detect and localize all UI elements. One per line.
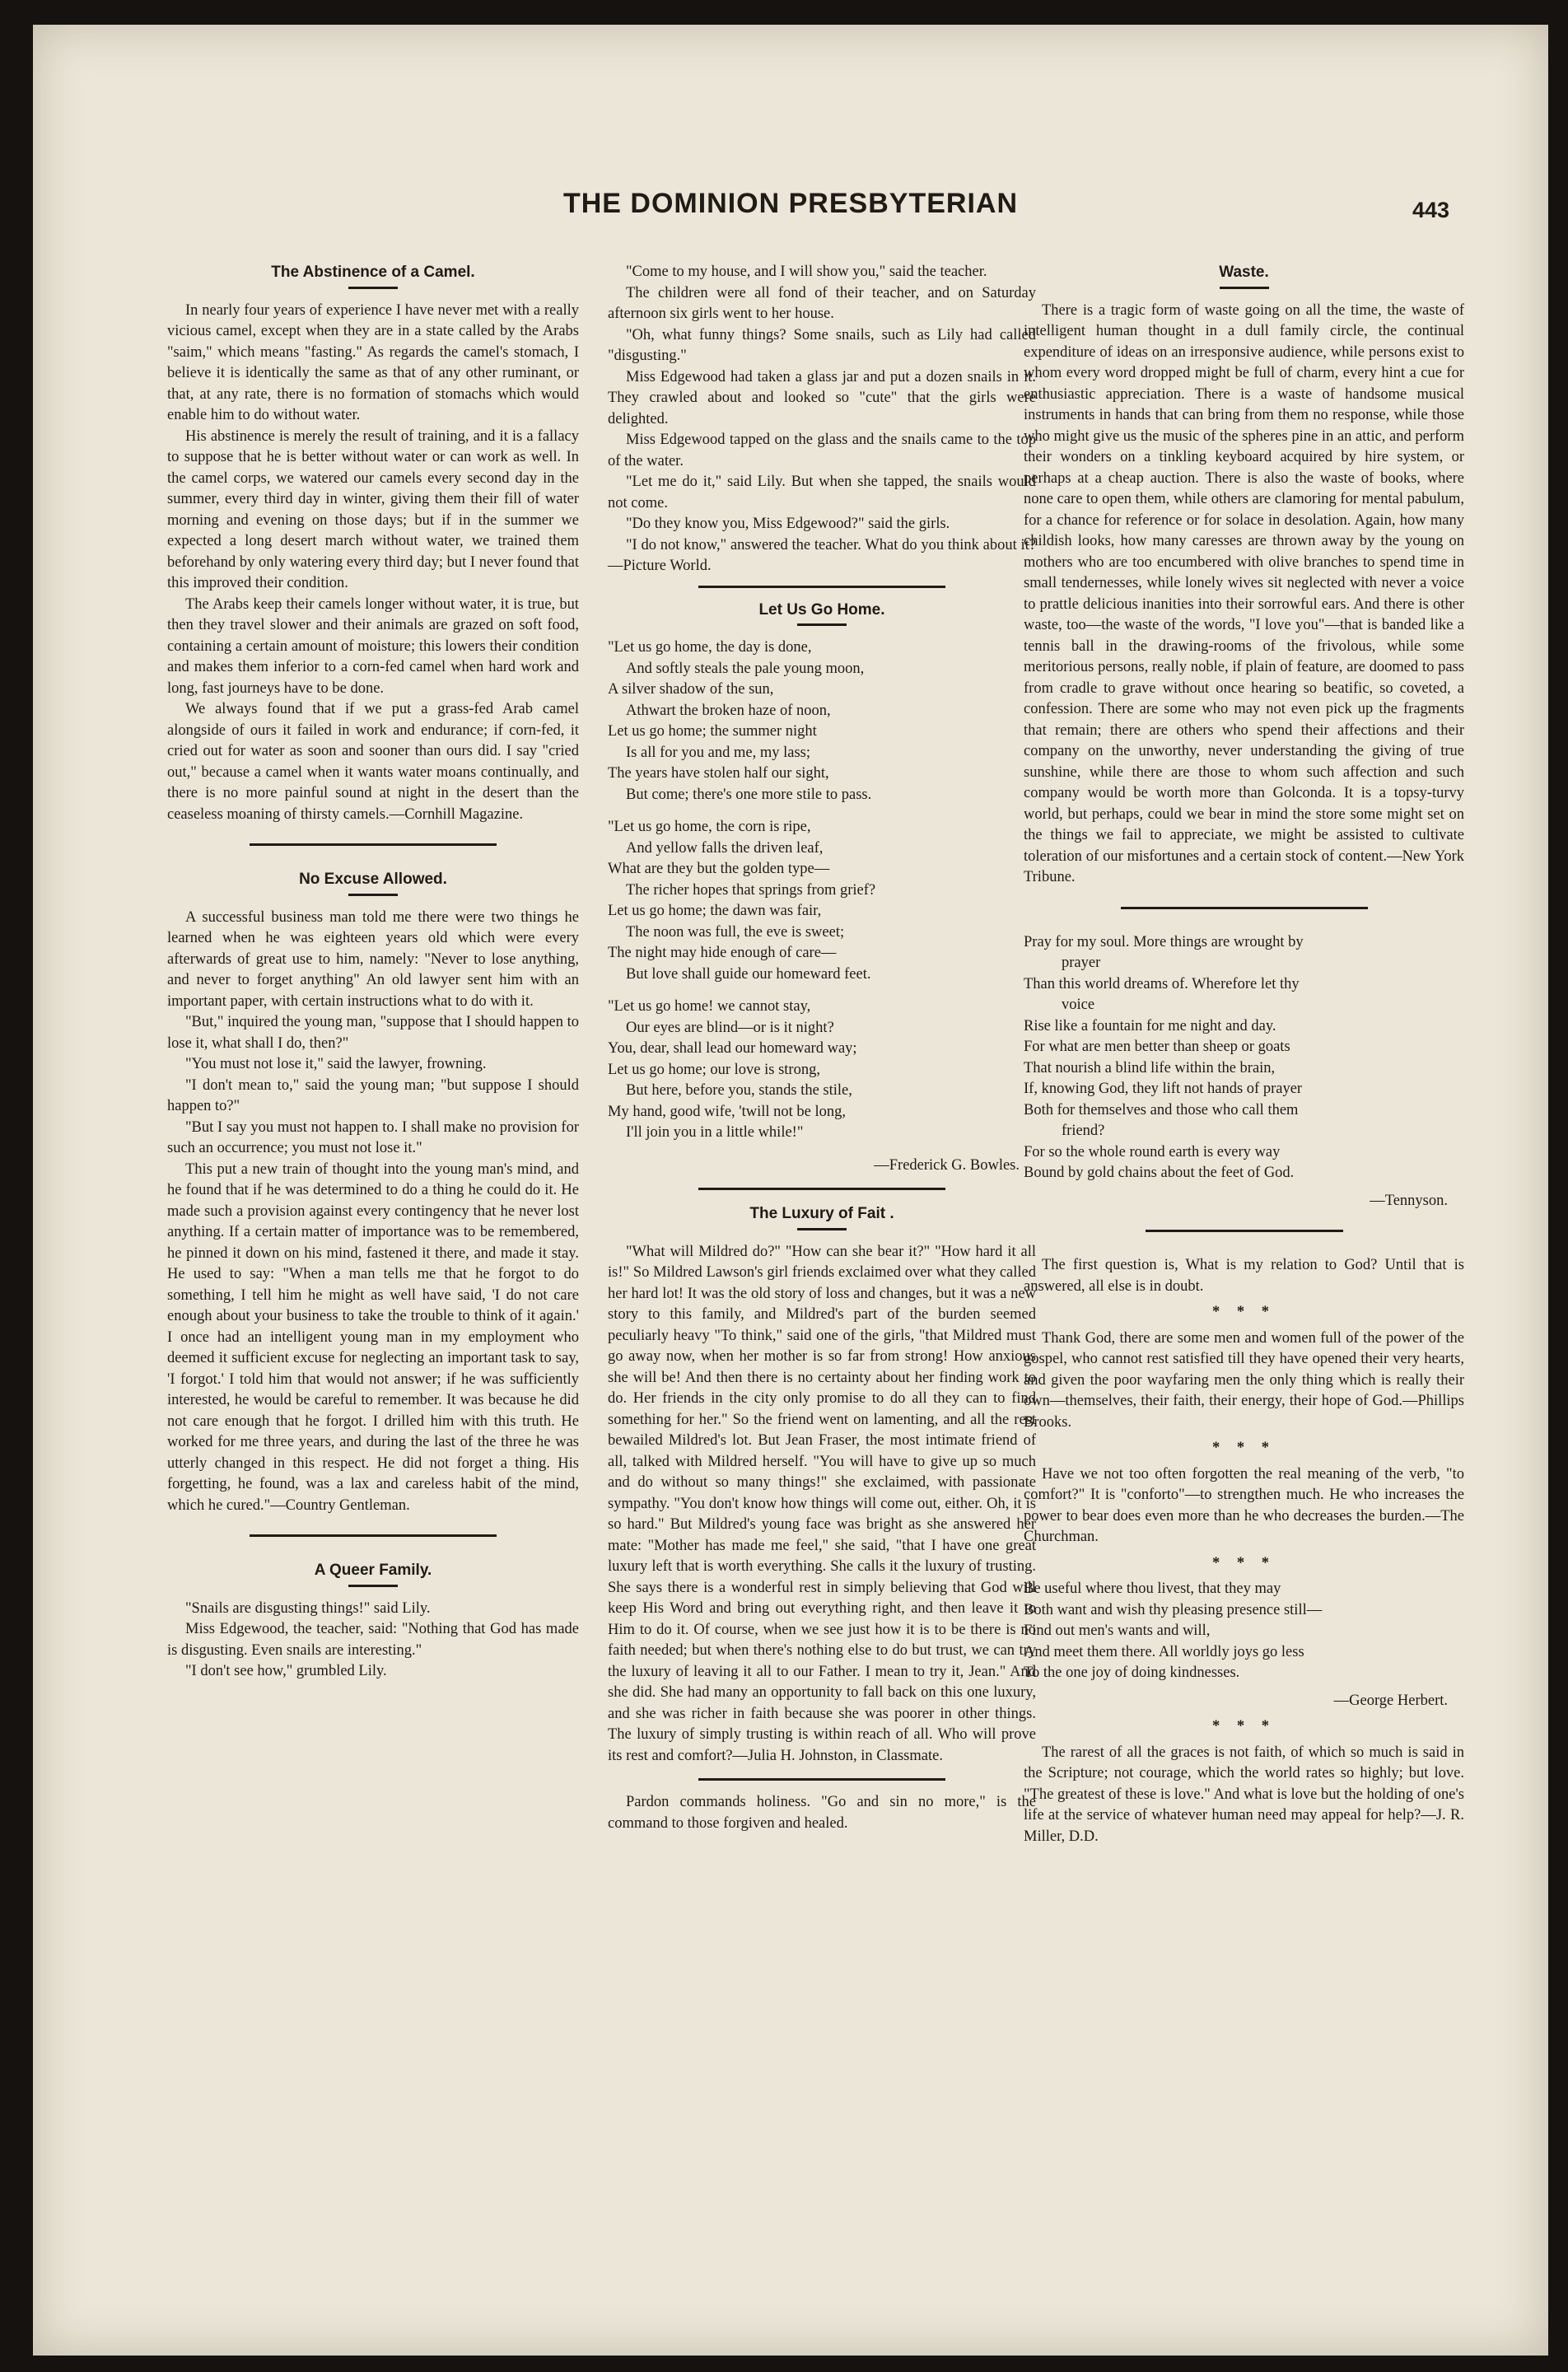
poem-line: Than this world dreams of. Wherefore let thy <box>1024 975 1300 992</box>
poem-line: Find out men's wants and will, <box>1024 1623 1211 1639</box>
article-paragraph: "I don't see how," grumbled Lily. <box>185 1663 387 1679</box>
article-paragraph: "I don't mean to," said the young man; "but suppose I should happen to?" <box>167 1076 579 1114</box>
stars-divider: * * * <box>1212 1440 1276 1456</box>
section-divider <box>1146 1230 1343 1232</box>
page-number: 443 <box>1412 198 1449 222</box>
poem-line: Our eyes are blind—or is it night? <box>626 1019 834 1036</box>
poem-line: For what are men better than sheep or goats <box>1024 1039 1290 1055</box>
poem-line: Both for themselves and those who call them <box>1024 1101 1299 1118</box>
poem-line: My hand, good wife, 'twill not be long, <box>608 1103 847 1120</box>
stars-divider: * * * <box>1212 1304 1276 1320</box>
article-paragraph: Miss Edgewood, the teacher, said: "Nothing that God has made is disgusting. Even snails are interesting." <box>167 1621 579 1659</box>
article-paragraph: A successful business man told me there were two things he learned when he was eighteen years old which were every afterwards of great use to him, namely: "Never to lose anything, and never to forget anything" An old lawyer sent him with an important paper, with certain instructions what to do with it. <box>167 908 579 1010</box>
article-paragraph: His abstinence is merely the result of training, and it is a fallacy to suppose that he is better without water or can work as well. In the camel corps, we watered our camels every second day in the summer, every third day in winter, giving them their fill of water morning and evening on those days; but if in the summer we expected a long desert march without water, we trained them beforehand by only watering every third day; but I never found that this improved their condition. <box>167 427 579 591</box>
article-paragraph: The rarest of all the graces is not faith, of which so much is said in the Scripture; not courage, which the world rates so highly; but love. "The greatest of these is love." And what is love but the holding of one's life at the service of whatever human need may appeal for help?—J. R. Miller, D.D. <box>1024 1744 1464 1845</box>
section-divider <box>698 586 945 588</box>
poem-author: —Frederick G. Bowles. <box>874 1156 1020 1174</box>
poem-line: "Let us go home! we cannot stay, <box>608 998 811 1015</box>
poem-line: A silver shadow of the sun, <box>608 681 774 698</box>
poem-line: Is all for you and me, my lass; <box>626 744 811 761</box>
article-paragraph: This put a new train of thought into the young man's mind, and he found that if he was determined to do a thing he could do it. He made such a provision against every contingency that he never lost anything. If a certain matter of importance was to be remembered, he pinned it down on his mind, fastened it there, and made it stay. He used to say: "When a man tells me that he forgot to do something, I tell him he might as well have said, 'I do not care enough about your business to take the trouble to think of it again.' I once had an intelligent young man in my employment who deemed it sufficient excuse for neglecting an important task to say, 'I forgot.' I told him that would not answer; if he was sufficiently interested, he would be careful to remember. It was because he did not care enough that he forgot. I drilled him with this truth. He worked for me three years, and during the last of the three he was utterly changed in this respect. He did not forget a thing. His forgetting, he found, was a lax and careless habit of the mind, which he cured."—Country Gentleman. <box>167 1160 579 1514</box>
article-paragraph: The Arabs keep their camels longer without water, it is true, but then they travel slower and their animals are grazed on soft food, containing a certain amount of moisture; this lowers their condition and makes them inferior to a corn-fed camel when hard work and long, fast journeys have to be done. <box>167 595 579 697</box>
poem-line: Athwart the broken haze of noon, <box>626 702 831 719</box>
article-paragraph: "But," inquired the young man, "suppose that I should happen to lose it, what shall I do, then?" <box>167 1014 579 1052</box>
poem-line: And softly steals the pale young moon, <box>626 660 865 677</box>
section-divider <box>1121 907 1368 909</box>
article-paragraph: Pardon commands holiness. "Go and sin no more," is the command to those forgiven and healed. <box>608 1794 1036 1832</box>
poem-line: Rise like a fountain for me night and day. <box>1024 1017 1276 1034</box>
poem-line: If, knowing God, they lift not hands of prayer <box>1024 1081 1303 1097</box>
poem-stanza <box>608 637 1036 805</box>
article-title-excuse: No Excuse Allowed. <box>167 869 579 896</box>
poem-author: —George Herbert. <box>1333 1692 1448 1709</box>
article-paragraph: In nearly four years of experience I have never met with a really vicious camel, except when they are in a state called by the Arabs "saim," which means "fasting." As regards the camel's stomach, I believe it is identically the same as that of any other ruminant, or that, at any rate, there is no formation of stomachs which would enable him to do without water. <box>167 301 579 423</box>
poem-line: But come; there's one more stile to pass. <box>626 786 872 803</box>
article-title-camel: The Abstinence of a Camel. <box>167 262 579 289</box>
poem-line: "Let us go home, the corn is ripe, <box>608 819 811 835</box>
poem-line: prayer <box>1062 955 1101 971</box>
poem-line: But love shall guide our homeward feet. <box>626 965 871 983</box>
article-title-waste: Waste. <box>1024 262 1464 289</box>
article-paragraph: "What will Mildred do?" "How can she bear it?" "How hard it all is!" So Mildred Lawson's girl friends exclaimed over what they called her hard lot! It was the old story of loss and changes, but it was a new story to this family, and Mildred's part of the burden seemed peculiarly heavy "To think," said one of the girls, "that Mildred must go away now, when her mother is so far from strong! How anxious she will be! And then there is no certainty about her finding work to do. Her friends in the city only promise to do all they can to find something for her." So the friend went on lamenting, and all the rest bewailed Mildred's lot. But Jean Fraser, the most intimate friend of all, talked with Mildred herself. "You will have to give up so much and do without so many things!" she exclaimed, with passionate sympathy. "You don't know how things will come out, either. Oh, it is so hard." But Mildred's young face was bright as she answered her mate: "Mother has made me feel," she said, "that I have one great luxury left that is worth everything. She calls it the luxury of trusting. She says there is a wonderful rest in simply believing that God will keep His Word and bring out everything right, and then leave it to Him to do it. Of course, when we see just how it is to be there is no faith needed; but when there's nothing else to do but trust, we can try the luxury of leaving it all to our Father. I mean to try it, Jean." And she did. She had many an opportunity to fall back on this one luxury, and she was richer in faith because she was poorer in other things. The luxury of simply trusting is within reach of all. Who will prove its rest and comfort?—Julia H. Johnston, in Classmate. <box>608 1243 1036 1764</box>
poem-line: friend? <box>1062 1123 1105 1139</box>
section-divider <box>250 843 497 846</box>
article-paragraph: Have we not too often forgotten the real meaning of the verb, "to comfort?" It is "conforto"—to strengthen much. He who increases the power to bear does even more than he who decreases the burden.—The Churchman. <box>1024 1465 1464 1545</box>
poem-herbert <box>1024 1579 1464 1711</box>
article-paragraph: "But I say you must not happen to. I shall make no provision for such an occurrence; you must not lose it." <box>167 1118 579 1156</box>
article-paragraph: Thank God, there are some men and women full of the power of the gospel, who cannot rest satisfied till they have opened their very hearts, and given the poor wayfaring men the only thing which is really their own—themselves, their faith, their energy, their hope of God.—Phillips Brooks. <box>1024 1329 1464 1431</box>
article-paragraph: We always found that if we put a grass-fed Arab camel alongside of ours it failed in work and endurance; if corn-fed, it cried out for water as soon and sooner than ours did. I say "cried out," because a camel when it wants water moans continually, and there is no more painful sound at night in the desert than the ceaseless moaning of thirsty camels.—Cornhill Magazine. <box>167 701 579 823</box>
article-title-queer-family: A Queer Family. <box>167 1560 579 1587</box>
article-paragraph: Miss Edgewood tapped on the glass and the snails came to the top of the water. <box>608 432 1036 469</box>
column-1 <box>167 262 579 1683</box>
poem-line: And meet them there. All worldly joys go less <box>1024 1643 1304 1660</box>
section-divider <box>698 1778 945 1781</box>
article-paragraph: "Do they know you, Miss Edgewood?" said the girls. <box>626 516 950 532</box>
article-paragraph: "Oh, what funny things? Some snails, such as Lily had called "disgusting." <box>608 326 1036 364</box>
poem-line: Bound by gold chains about the feet of God. <box>1024 1165 1295 1181</box>
poem-author: —Tennyson. <box>1370 1192 1448 1209</box>
poem-line: The noon was full, the eve is sweet; <box>626 923 845 941</box>
article-paragraph: The first question is, What is my relation to God? Until that is answered, all else is in doubt. <box>1024 1257 1464 1295</box>
poem-line: For so the whole round earth is every way <box>1024 1143 1281 1160</box>
poem-line: The richer hopes that springs from grief? <box>626 881 876 899</box>
poem-line: And yellow falls the driven leaf, <box>626 839 824 857</box>
poem-line: "Let us go home, the day is done, <box>608 639 812 656</box>
poem-line: I'll join you in a little while!" <box>626 1124 804 1141</box>
poem-tennyson <box>1024 932 1464 1212</box>
poem-line: To the one joy of doing kindnesses. <box>1024 1665 1240 1681</box>
newspaper-page <box>33 25 1548 2356</box>
poem-line: Both want and wish thy pleasing presence still— <box>1024 1601 1323 1618</box>
stars-divider: * * * <box>1212 1718 1276 1735</box>
poem-stanza <box>608 817 1036 985</box>
poem-line: Let us go home; the summer night <box>608 723 817 740</box>
poem-line: voice <box>1062 997 1095 1013</box>
poem-line: Pray for my soul. More things are wrought by <box>1024 933 1304 950</box>
poem-line: The years have stolen half our sight, <box>608 765 829 782</box>
article-paragraph: "Come to my house, and I will show you," said the teacher. <box>626 264 987 280</box>
page-header-title: THE DOMINION PRESBYTERIAN <box>562 188 1019 219</box>
poem-line: Be useful where thou livest, that they may <box>1024 1581 1281 1597</box>
stars-divider: * * * <box>1212 1554 1276 1571</box>
article-paragraph: "Snails are disgusting things!" said Lily. <box>185 1599 431 1617</box>
article-paragraph: "You must not lose it," said the lawyer, frowning. <box>185 1056 487 1072</box>
poem-title-let-us-go-home: Let Us Go Home. <box>608 600 1036 627</box>
poem-line: But here, before you, stands the stile, <box>626 1082 852 1099</box>
column-2 <box>608 262 1036 1834</box>
poem-line: That nourish a blind life within the brain, <box>1024 1059 1276 1076</box>
poem-line: Let us go home; our love is strong, <box>608 1061 820 1078</box>
poem-let-us-go-home <box>608 637 1036 1176</box>
column-3 <box>1024 262 1464 1847</box>
poem-line: The night may hide enough of care— <box>608 945 837 961</box>
article-paragraph: There is a tragic form of waste going on all the time, the waste of intelligent human thought in a dull family circle, the continual expenditure of ideas on an irresponsive audience, while persons exist to whom every word dropped might be full of charm, every hint a cue for enthusiastic appreciation. There is a waste of handsome musical instruments in hands that can bring from them no response, while those who might give us the music of the spheres pine in an attic, and perform their wonders on a tinkling keyboard acquired by hire system, or perhaps at a cheap auction. There is also the waste of books, where none care to open them, while others are clamoring for mental pabulum, for a chance for reference or for solace in desolation. Again, how many childish looks, how many caresses are thrown away by the young on mothers who are too encumbered with olive branches to spend time in small tendernesses, while lonely wives sit neglected with never a voice to prattle delicious inanities into their sorrowful ears. And there is other waste, too—the waste of the words, "I love you"—that is banded like a tennis ball in the drawing-rooms of the frivolous, while some meritorious persons, really noble, if plain of feature, are doomed to pass from cradle to grave without once hearing so beatific, so coveted, a confession. There are some who may not even pick up the fragments that remain; there are others who spend their affections and their company on the unworthy, never understanding the giving of true sunshine, while there are those to whom such affection and such company would be worth more than Golconda. It is a topsy-turvy world, but perhaps, could we bear in mind the store some might set on the things we fail to appreciate, we might be assisted to cultivate toleration of our misfortunes and a certain stock of content.—New York Tribune. <box>1024 301 1464 885</box>
article-title-luxury-of-faith: The Luxury of Fait . <box>608 1203 1036 1230</box>
article-paragraph: "Let me do it," said Lily. But when she tapped, the snails would not come. <box>608 474 1036 511</box>
section-divider <box>698 1188 945 1190</box>
article-paragraph: The children were all fond of their teacher, and on Saturday afternoon six girls went to her house. <box>608 284 1036 322</box>
section-divider <box>250 1534 497 1537</box>
poem-line: What are they but the golden type— <box>608 861 830 877</box>
poem-line: Let us go home; the dawn was fair, <box>608 903 822 919</box>
poem-line: You, dear, shall lead our homeward way; <box>608 1040 857 1057</box>
article-paragraph: "I do not know," answered the teacher. What do you think about it?—Picture World. <box>608 536 1036 574</box>
poem-stanza <box>608 997 1036 1144</box>
article-paragraph: Miss Edgewood had taken a glass jar and put a dozen snails in it. They crawled about and looked so "cute" that the girls were delighted. <box>608 368 1036 427</box>
